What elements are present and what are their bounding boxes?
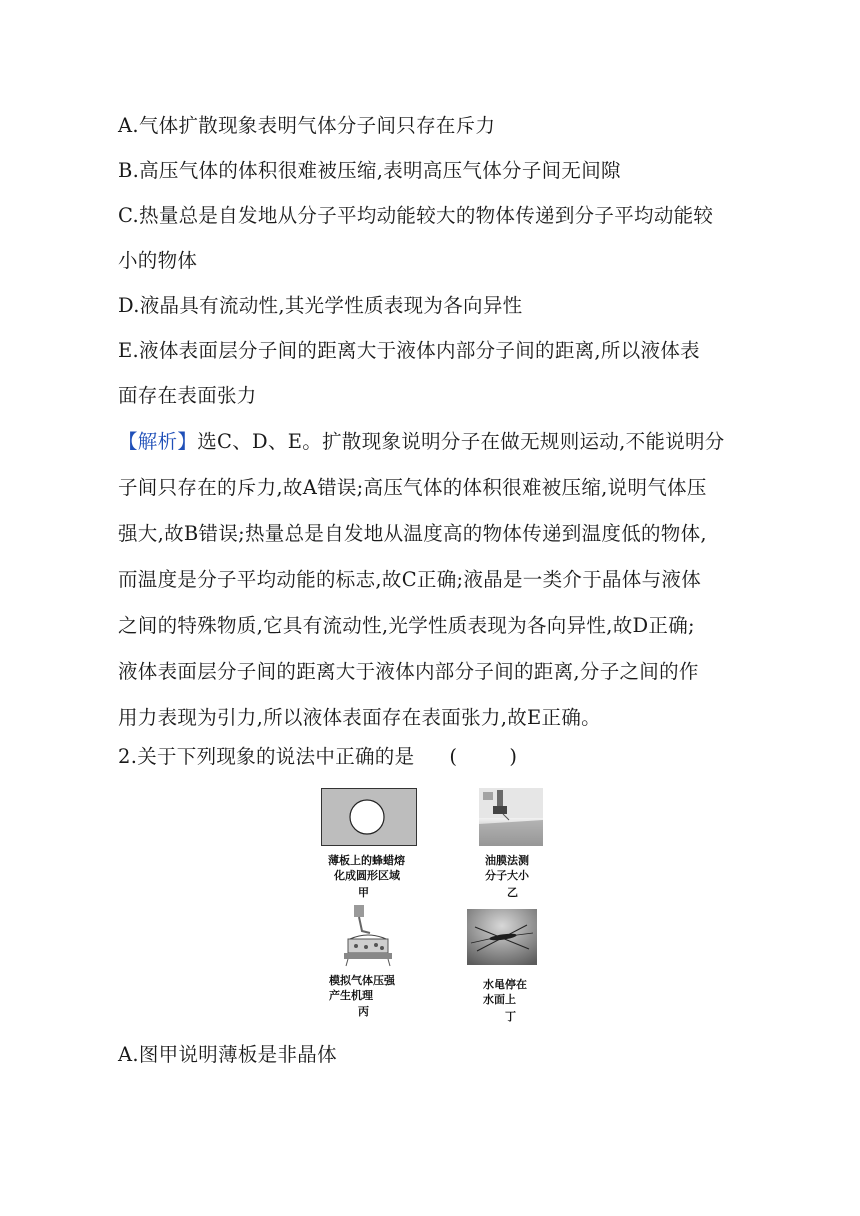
analysis-first: 选C、D、E。扩散现象说明分子在做无规则运动,不能说明分 (197, 430, 725, 453)
option-e-text-cont: 面存在表面张力 (118, 384, 257, 407)
figure-bing-caption-1: 模拟气体压强 (329, 974, 395, 987)
figure-ding-caption-2: 水面上 (483, 993, 516, 1006)
figure-jia-caption-1: 薄板上的蜂蜡熔 (328, 854, 405, 867)
analysis-line: 用力表现为引力,所以液体表面存在表面张力,故E正确。 (118, 706, 601, 729)
analysis-line: 之间的特殊物质,它具有流动性,光学性质表现为各向异性,故D正确; (118, 614, 695, 637)
figure-ding-caption-1: 水黾停在 (483, 978, 527, 991)
answer-paren-close: ) (509, 745, 518, 768)
analysis-line (118, 428, 725, 456)
figure-panel (300, 785, 560, 1035)
option-b-text: B.高压气体的体积很难被压缩,表明高压气体分子间无间隙 (118, 159, 621, 182)
figure-bing-image (340, 903, 396, 967)
question-2-option-a: A.图甲说明薄板是非晶体 (118, 1043, 337, 1066)
figure-yi-caption-2: 分子大小 (485, 869, 529, 882)
figure-jia-label: 甲 (358, 886, 369, 899)
figure-yi-label: 乙 (507, 886, 518, 899)
analysis-tag: 【解析】 (118, 430, 198, 453)
question-2 (118, 743, 521, 771)
figure-jia-caption-2: 化成圆形区域 (334, 869, 400, 882)
option-a-text: A.气体扩散现象表明气体分子间只存在斥力 (118, 114, 496, 137)
option-c-text-cont: 小的物体 (118, 249, 198, 272)
analysis-line: 液体表面层分子间的距离大于液体内部分子间的距离,分子之间的作 (118, 660, 699, 683)
figure-ding-label: 丁 (505, 1010, 516, 1023)
figure-ding-image (467, 909, 537, 965)
option-e-text: E.液体表面层分子间的距离大于液体内部分子间的距离,所以液体表 (118, 339, 700, 362)
analysis-line: 子间只存在的斥力,故A错误;高压气体的体积很难被压缩,说明气体压 (118, 476, 707, 499)
figure-yi-image (479, 788, 543, 846)
option-c-text: C.热量总是自发地从分子平均动能较大的物体传递到分子平均动能较 (118, 204, 714, 227)
option-d-text: D.液晶具有流动性,其光学性质表现为各向异性 (118, 294, 523, 317)
question-2-text: 2.关于下列现象的说法中正确的是 (118, 745, 415, 768)
figure-yi-caption-1: 油膜法测 (485, 854, 529, 867)
figure-jia-image (321, 788, 417, 846)
answer-paren-open: ( (449, 745, 458, 768)
figure-bing-label: 丙 (358, 1005, 369, 1018)
figure-bing-caption-2: 产生机理 (329, 989, 373, 1002)
analysis-line: 强大,故B错误;热量总是自发地从温度高的物体传递到温度低的物体, (118, 522, 707, 545)
analysis-line: 而温度是分子平均动能的标志,故C正确;液晶是一类介于晶体与液体 (118, 568, 701, 591)
